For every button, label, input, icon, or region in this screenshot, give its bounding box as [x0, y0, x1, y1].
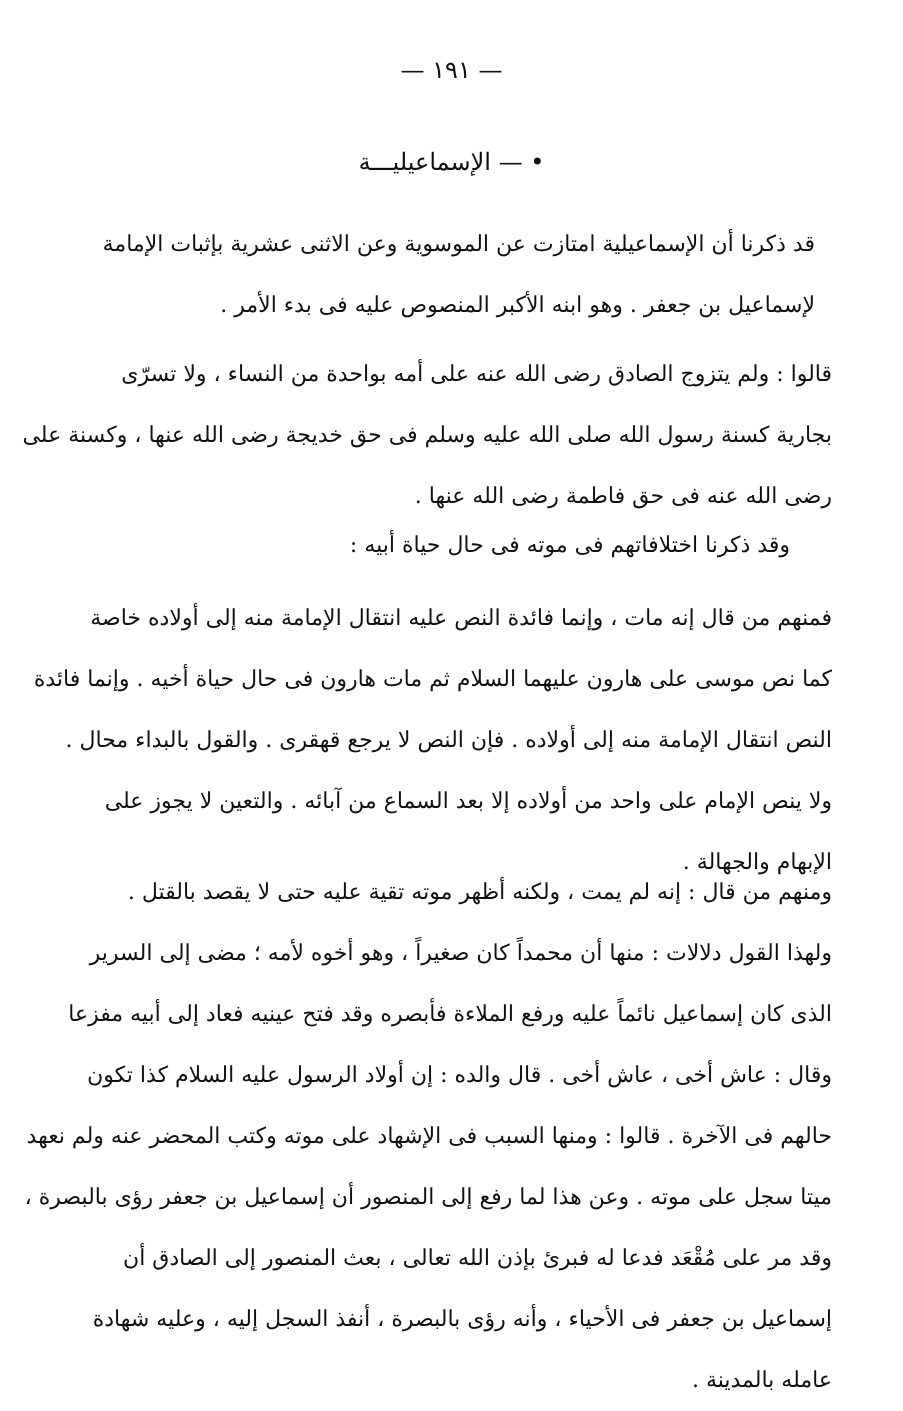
paragraph-disagreements	[110, 515, 790, 576]
paragraph-intro	[102, 214, 815, 336]
text-line: حالهم فى الآخرة . قالوا : ومنها السبب فى الإشهاد على موته وكتب المحضر عنه ولم نعهد	[26, 1124, 832, 1149]
text-line: ومنهم من قال : إنه لم يمت ، ولكنه أظهر موته تقية عليه حتى لا يقصد بالقتل .	[127, 880, 832, 905]
text-line: إسماعيل بن جعفر فى الأحياء ، وأنه رؤى بالبصرة ، أنفذ السجل إليه ، وعليه شهادة	[92, 1307, 832, 1332]
text-line: فمنهم من قال إنه مات ، وإنما فائدة النص عليه انتقال الإمامة منه إلى أولاده خاصة	[90, 606, 832, 631]
text-line: النص انتقال الإمامة منه إلى أولاده . فإن النص لا يرجع قهقرى . والقول بالبداء محال .	[65, 728, 832, 753]
text-line: قالوا : ولم يتزوج الصادق رضى الله عنه على أمه بواحدة من النساء ، ولا تسرّى	[121, 362, 832, 387]
text-line: كما نص موسى على هارون عليهما السلام ثم مات هارون فى حال حياة أخيه . وإنما فائدة	[33, 667, 832, 692]
paragraph-marriage	[22, 344, 832, 527]
text-line: قد ذكرنا أن الإسماعيلية امتازت عن الموسوية وعن الاثنى عشرية بإثبات الإمامة	[102, 232, 815, 257]
text-line: ولا ينص الإمام على واحد من أولاده إلا بعد السماع من آبائه . والتعين لا يجوز على	[104, 789, 832, 814]
text-line: بجارية كسنة رسول الله صلى الله عليه وسلم فى حق خديجة رضى الله عنها ، وكسنة على	[22, 423, 832, 448]
text-line: ميتا سجل على موته . وعن هذا لما رفع إلى المنصور أن إسماعيل بن جعفر رؤى بالبصرة ،	[24, 1185, 832, 1210]
paragraph-did-not-die-view	[24, 862, 832, 1411]
text-line: وقد مر على مُقْعَد فدعا له فبرئ بإذن الله تعالى ، بعث المنصور إلى الصادق أن	[123, 1246, 832, 1271]
text-line: وقال : عاش أخى ، عاش أخى . قال والده : إن أولاد الرسول عليه السلام كذا تكون	[87, 1063, 832, 1088]
text-line: الذى كان إسماعيل نائماً عليه ورفع الملاءة فأبصره وقد فتح عينيه فعاد إلى أبيه مفزعا	[68, 1002, 832, 1027]
text-line: عامله بالمدينة .	[691, 1368, 832, 1393]
text-line: لإسماعيل بن جعفر . وهو ابنه الأكبر المنصوص عليه فى بدء الأمر .	[220, 293, 815, 318]
text-line: رضى الله عنه فى حق فاطمة رضى الله عنها .	[414, 484, 832, 509]
paragraph-died-view	[33, 588, 832, 893]
text-line: وقد ذكرنا اختلافاتهم فى موته فى حال حياة أبيه :	[349, 533, 790, 558]
page-number: — ١٩١ —	[400, 56, 503, 84]
section-heading: • — الإسماعيليـــة	[358, 148, 545, 176]
text-line: ولهذا القول دلالات : منها أن محمداً كان صغيراً ، وهو أخوه لأمه ؛ مضى إلى السرير	[89, 941, 832, 966]
text-line: الإبهام والجهالة .	[682, 850, 832, 875]
